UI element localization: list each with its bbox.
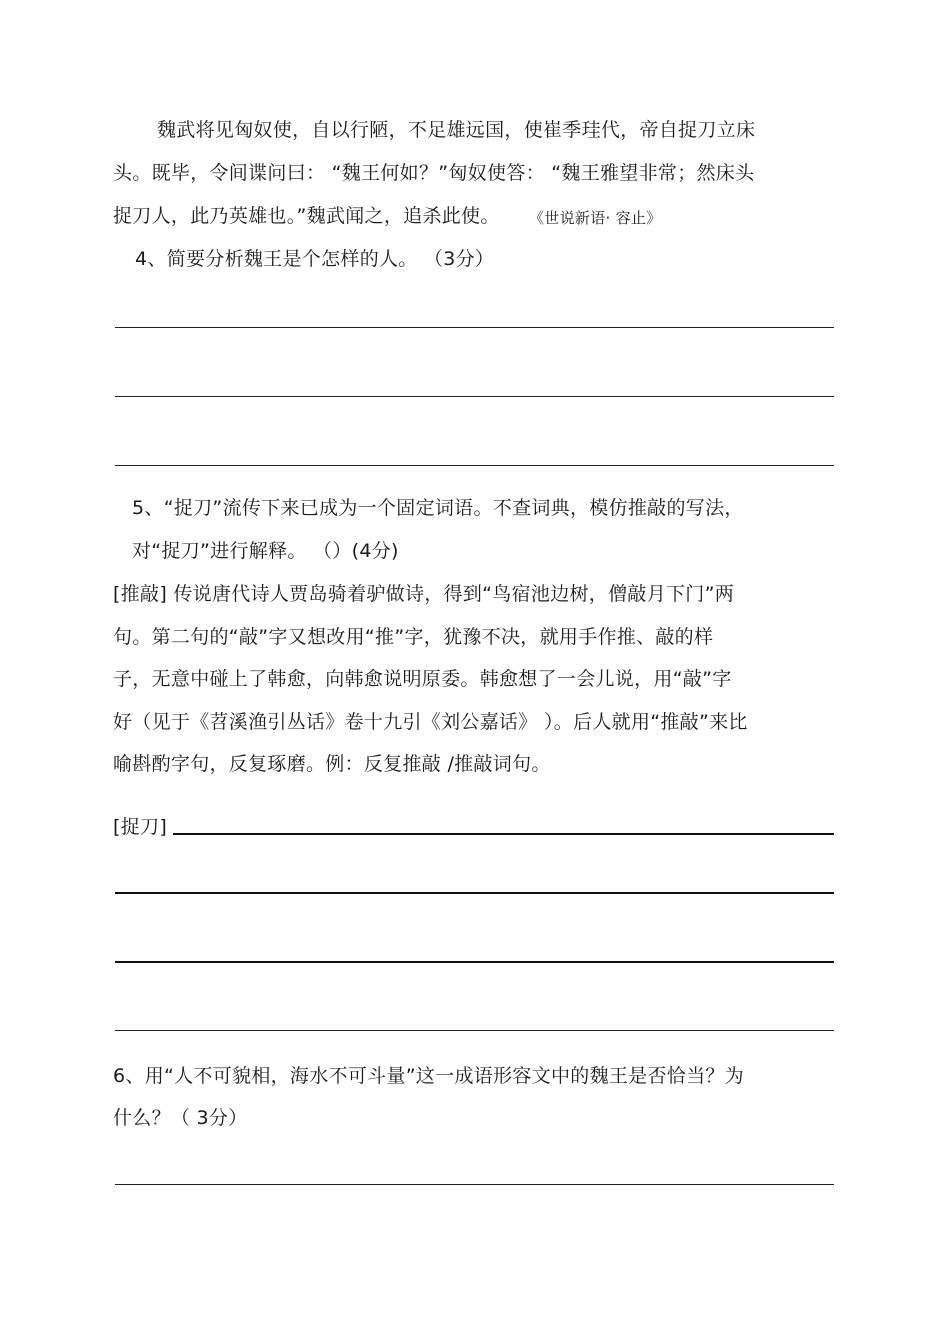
- passage-source: 《世说新语· 容止》: [529, 209, 662, 227]
- example-line-2: 句。第二句的“敲”字又想改用“推”字，犹豫不决，就用手作推、敲的样: [113, 626, 714, 648]
- answer-line[interactable]: [115, 892, 834, 894]
- answer-line[interactable]: [115, 961, 834, 963]
- example-line-3: 子，无意中碰上了韩愈，向韩愈说明原委。韩愈想了一会儿说，用“敲”字: [113, 668, 732, 690]
- question-6-line-1: 6、用“人不可貌相，海水不可斗量”这一成语形容文中的魏王是否恰当？为: [113, 1065, 744, 1087]
- question-5-line-2: 对“捉刀”进行解释。 （）(4分): [132, 540, 399, 562]
- passage-line-1: 魏武将见匈奴使，自以行陋，不足雄远国，使崔季珪代，帝自捉刀立床: [157, 119, 756, 141]
- answer-line[interactable]: [173, 833, 834, 835]
- answer-line[interactable]: [115, 1184, 834, 1185]
- answer-label: [捉刀]: [113, 816, 168, 838]
- passage-line-3: 捉刀人，此乃英雄也。”魏武闻之，追杀此使。: [113, 205, 500, 227]
- answer-line[interactable]: [115, 465, 834, 466]
- answer-line[interactable]: [115, 1030, 834, 1031]
- question-5-line-1: 5、“捉刀”流传下来已成为一个固定词语。不查词典，模仿推敲的写法，: [132, 497, 744, 519]
- example-line-5: 喻斟酌字句，反复琢磨。例：反复推敲 /推敲词句。: [113, 753, 551, 775]
- example-line-4: 好（见于《苕溪渔引丛话》卷十九引《刘公嘉话》 ）。后人就用“推敲”来比: [113, 711, 748, 733]
- example-line-1: [推敲] 传说唐代诗人贾岛骑着驴做诗，得到“鸟宿池边树，僧敲月下门”两: [113, 583, 735, 605]
- answer-line[interactable]: [115, 396, 834, 397]
- answer-line[interactable]: [115, 327, 834, 328]
- question-4: 4、简要分析魏王是个怎样的人。 （3分）: [135, 248, 495, 270]
- passage-line-2: 头。既毕，令间谍问曰： “魏王何如？”匈奴使答： “魏王雅望非常；然床头: [113, 162, 755, 184]
- question-6-line-2: 什么？（ 3分）: [113, 1107, 248, 1129]
